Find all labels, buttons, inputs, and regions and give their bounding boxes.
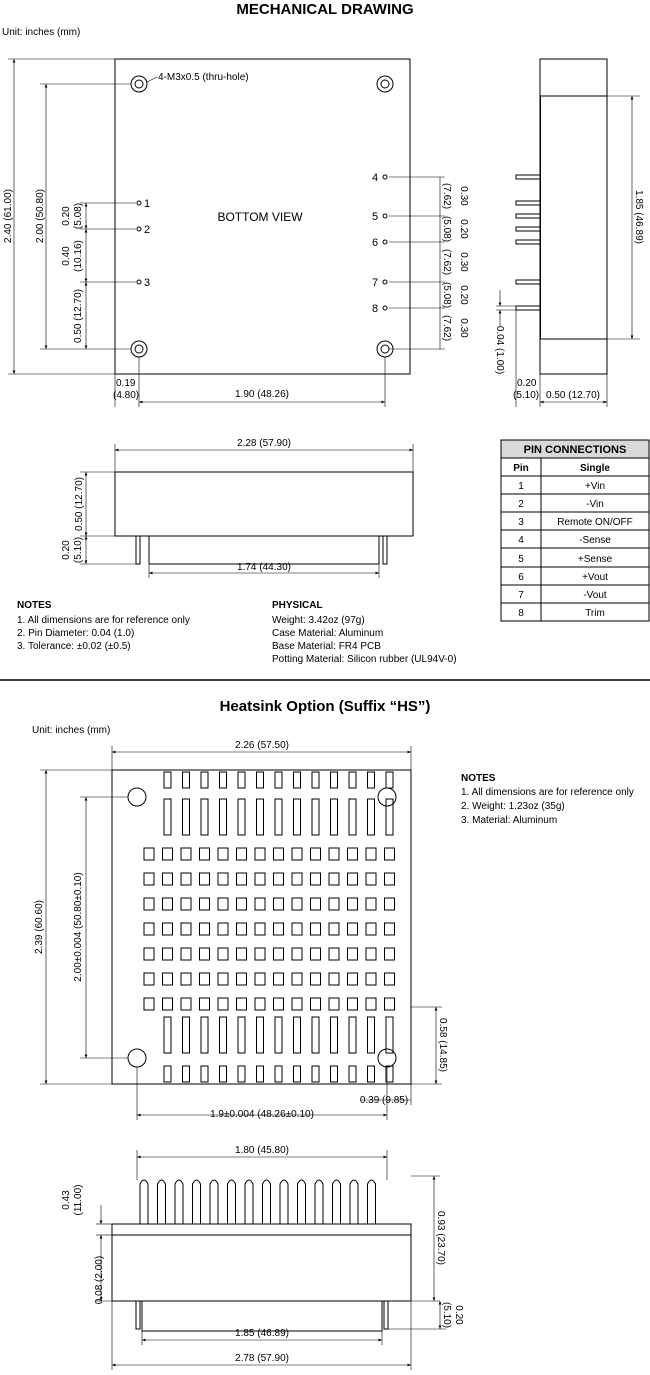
pin-label-7: 7 [372, 277, 379, 289]
dim-hs-039: 0.39 (9.85) [359, 1095, 409, 1106]
pin-row-3-function: Remote ON/OFF [557, 517, 633, 528]
dim-hs-200: 2.00±0.004 (50.80±0.10) [73, 872, 84, 982]
side-pins [516, 175, 540, 310]
dim-hs-side-180: 1.80 (45.80) [235, 1145, 289, 1156]
dim-1016: (10.16) [73, 240, 84, 272]
dim-r030c: 0.30 [458, 318, 469, 338]
dim-hs-side-510: (5.10) [441, 1301, 452, 1329]
heatsink-fin [140, 1180, 148, 1224]
dim-hs-side-008: 0.08 (2.00) [94, 1255, 105, 1305]
dim-side-050: 0.50 (12.70) [546, 390, 600, 401]
pin-row-7-function: -Vout [583, 590, 607, 601]
dim-front-174: 1.74 (44.30) [237, 562, 291, 573]
dim-hs-side-278: 2.78 (57.90) [235, 1353, 289, 1364]
hs-notes-item-2: 2. Weight: 1.23oz (35g) [461, 801, 565, 812]
physical-title: PHYSICAL [272, 600, 323, 611]
physical-item-2: Case Material: Aluminum [272, 628, 384, 639]
heatsink-top-view [34, 740, 448, 1120]
heatsink-fin [245, 1180, 253, 1224]
pin-table-title: PIN CONNECTIONS [523, 444, 627, 456]
hs-notes-title: NOTES [461, 773, 496, 784]
dim-hs-side-093: 0.93 (23.70) [435, 1211, 446, 1265]
dim-hs-side-043: 0.43 [61, 1190, 72, 1210]
pin-label-6: 6 [372, 237, 379, 249]
heatsink-fin [280, 1180, 288, 1224]
pin-label-8: 8 [372, 303, 379, 315]
heatsink-title: Heatsink Option (Suffix “HS”) [219, 698, 431, 715]
dim-hs-226: 2.26 (57.50) [235, 740, 289, 751]
heatsink-fin [228, 1180, 236, 1224]
heatsink-unit-label: Unit: inches (mm) [32, 725, 111, 736]
dim-hs-side-020: 0.20 [453, 1305, 464, 1325]
dim-040: 0.40 [61, 246, 72, 266]
notes-title: NOTES [17, 600, 52, 611]
heatsink-notes [461, 773, 634, 826]
pin-table-header-pin: Pin [513, 463, 529, 474]
dim-r020b: 0.20 [458, 285, 469, 305]
heatsink-fin [210, 1180, 218, 1224]
dim-side-185: 1.85 (46.89) [633, 190, 644, 244]
dim-overall-height: 2.40 (61.00) [3, 189, 14, 243]
notes-item-3: 3. Tolerance: ±0.02 (±0.5) [17, 641, 131, 652]
bottom-view-label: BOTTOM VIEW [217, 210, 303, 224]
dim-r762c: (7.62) [441, 314, 452, 342]
dim-r020a: 0.20 [458, 219, 469, 239]
heatsink-fin [315, 1180, 323, 1224]
dim-019: 0.19 [116, 378, 136, 389]
pin-row-5-function: +Sense [577, 554, 613, 565]
dim-hs-side-1100: (11.00) [73, 1184, 84, 1216]
dim-r508a: (5.08) [441, 215, 452, 243]
pin-label-2: 2 [144, 224, 151, 236]
heatsink-fin [368, 1180, 376, 1224]
pin-row-3-pin: 3 [518, 517, 524, 528]
pin-row-8-pin: 8 [518, 608, 524, 619]
pin-row-1-function: +Vin [584, 481, 606, 492]
dim-front-510: (5.10) [73, 536, 84, 564]
hole-note: 4-M3x0.5 (thru-hole) [158, 72, 249, 83]
heatsink-fins [140, 1180, 376, 1224]
dim-side-004: 0.04 (1.00) [494, 325, 505, 375]
physical-item-1: Weight: 3.42oz (97g) [272, 615, 365, 626]
dim-r762b: (7.62) [441, 248, 452, 276]
heatsink-side-view [61, 1145, 464, 1370]
mechanical-title: MECHANICAL DRAWING [236, 1, 414, 18]
mechanical-notes [17, 600, 190, 652]
hs-notes-item-3: 3. Material: Aluminum [461, 815, 558, 826]
dim-020a: 0.20 [61, 206, 72, 226]
dim-050: 0.50 (12.70) [73, 289, 84, 343]
dim-hs-239: 2.39 (60.60) [34, 900, 45, 954]
heatsink-fin [263, 1180, 271, 1224]
dim-front-050: 0.50 (12.70) [74, 477, 85, 531]
pin-row-4-pin: 4 [518, 535, 524, 546]
bottom-view [115, 59, 410, 374]
dim-r762a: (7.62) [441, 182, 452, 210]
pin-label-4: 4 [372, 172, 379, 184]
pin-label-1: 1 [144, 198, 151, 210]
dim-r030b: 0.30 [458, 252, 469, 272]
pin-table-header-single: Single [579, 463, 611, 474]
dim-190: 1.90 (48.26) [235, 389, 289, 400]
pin-row-6-pin: 6 [518, 572, 524, 583]
pin-connections-table [501, 440, 649, 621]
pin-label-5: 5 [372, 211, 379, 223]
heatsink-fin [350, 1180, 358, 1224]
notes-item-1: 1. All dimensions are for reference only [17, 615, 190, 626]
dim-hs-058: 0.58 (14.85) [437, 1018, 448, 1072]
pin-row-2-function: -Vin [586, 499, 604, 510]
pin-row-1-pin: 1 [518, 481, 524, 492]
dim-480: (4.80) [113, 390, 140, 401]
mechanical-unit-label: Unit: inches (mm) [2, 27, 81, 38]
front-view [61, 438, 413, 578]
dim-hs-side-185: 1.85 (46.89) [235, 1328, 289, 1339]
physical-specs [272, 600, 457, 665]
dim-508a: (5.08) [73, 202, 84, 230]
heatsink-fin [193, 1180, 201, 1224]
pin-row-4-function: -Sense [579, 535, 611, 546]
dim-front-020: 0.20 [61, 540, 72, 560]
heatsink-fin [333, 1180, 341, 1224]
physical-item-3: Base Material: FR4 PCB [272, 641, 381, 652]
dim-hole-spacing-v: 2.00 (50.80) [35, 189, 46, 243]
dim-front-228: 2.28 (57.90) [237, 438, 291, 449]
notes-item-2: 2. Pin Diameter: 0.04 (1.0) [17, 628, 135, 639]
dim-side-510: (5.10) [513, 390, 540, 401]
pin-row-6-function: +Vout [582, 572, 608, 583]
pin-label-3: 3 [144, 277, 151, 289]
heatsink-fin [175, 1180, 183, 1224]
physical-item-4: Potting Material: Silicon rubber (UL94V-0) [272, 654, 457, 665]
pin-row-8-function: Trim [585, 608, 605, 619]
pin-row-2-pin: 2 [518, 499, 524, 510]
side-view [494, 59, 644, 407]
dim-side-020: 0.20 [517, 378, 537, 389]
dim-r030a: 0.30 [458, 186, 469, 206]
dim-hs-190: 1.9±0.004 (48.26±0.10) [210, 1109, 314, 1120]
hs-notes-item-1: 1. All dimensions are for reference only [461, 787, 634, 798]
dim-r508b: (5.08) [441, 281, 452, 309]
heatsink-fin [298, 1180, 306, 1224]
pin-row-5-pin: 5 [518, 554, 524, 565]
heatsink-fin [158, 1180, 166, 1224]
pin-row-7-pin: 7 [518, 590, 524, 601]
